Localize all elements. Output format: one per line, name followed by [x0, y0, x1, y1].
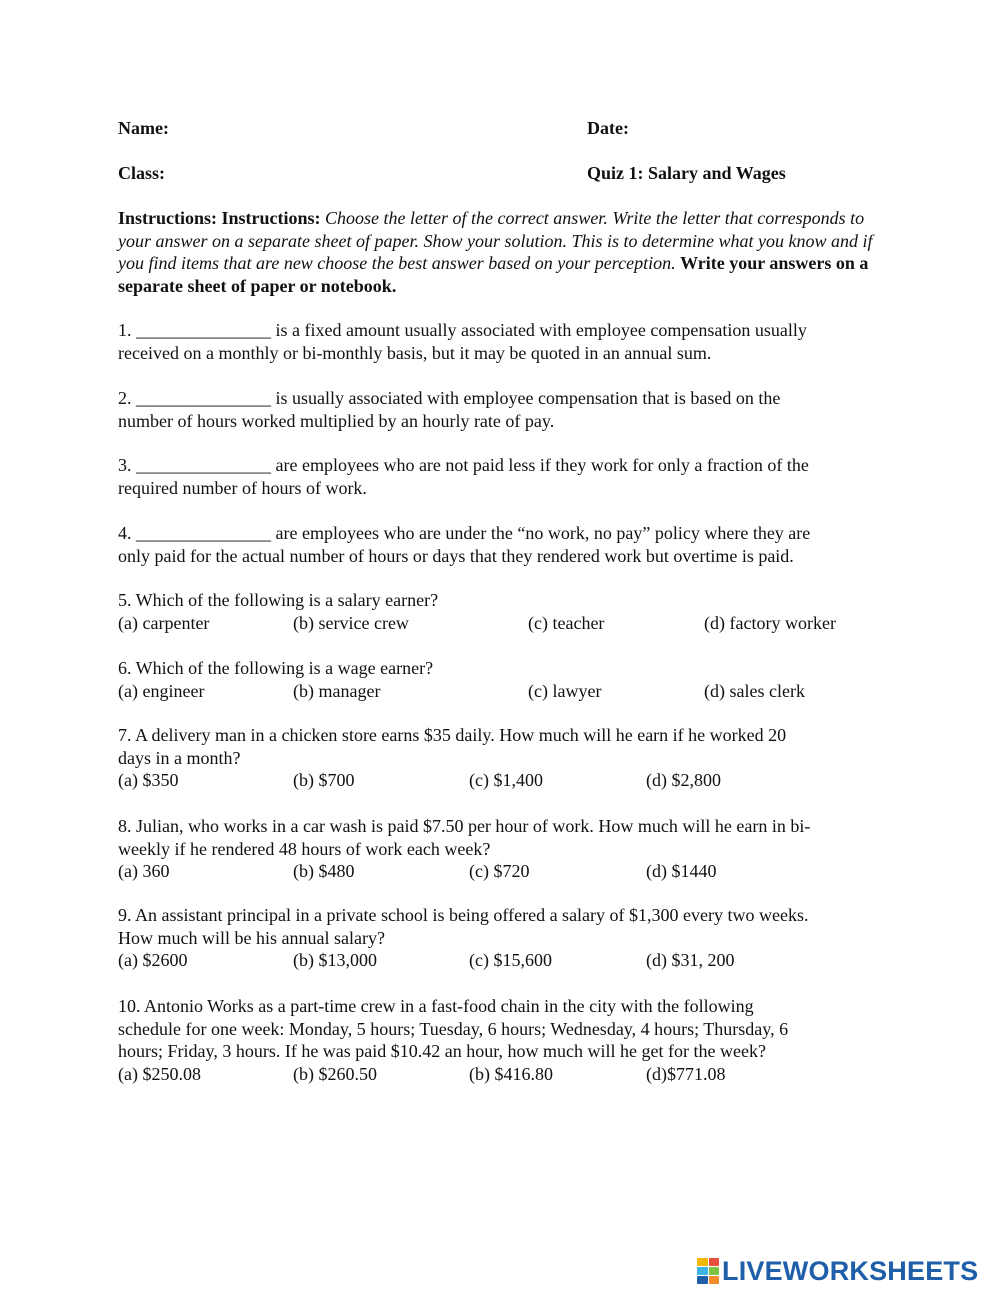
date-label: Date: [587, 118, 629, 138]
question-1 [118, 319, 878, 364]
logo-text: LIVEWORKSHEETS [722, 1255, 979, 1286]
question-line: 10. Antonio Works as a part-time crew in a fast-food chain in the city with the following [118, 996, 754, 1016]
option-c: (c) $15,600 [469, 950, 552, 971]
option-b: (b) service crew [293, 612, 409, 633]
option-d: (d) $31, 200 [646, 950, 735, 971]
question-line: 4. _______________ are employees who are under the “no work, no pay” policy where they are [118, 523, 811, 543]
option-d: (d) $2,800 [646, 770, 721, 791]
question-3 [118, 454, 878, 499]
option-b: (b) $13,000 [293, 950, 377, 971]
option-a: (a) $350 [118, 770, 179, 791]
class-quiz-row [118, 162, 878, 185]
question-7 [118, 724, 878, 792]
answer-options [118, 769, 878, 792]
answer-options [118, 1063, 878, 1086]
answer-options [118, 949, 878, 972]
question-line: How much will be his annual salary? [118, 927, 385, 948]
instructions-bold-note: Write your answers on a separate sheet of paper or notebook. [118, 253, 869, 296]
option-a: (a) carpenter [118, 612, 210, 633]
question-line: 7. A delivery man in a chicken store earns $35 daily. How much will he earn if he worked 20 [118, 725, 787, 745]
quiz-title: Quiz 1: Salary and Wages [587, 163, 786, 183]
name-label: Name: [118, 118, 169, 138]
name-date-row [118, 117, 878, 140]
option-c: (c) $720 [469, 861, 530, 882]
question-line: hours; Friday, 3 hours. If he was paid $10.42 an hour, how much will he get for the week? [118, 1041, 766, 1062]
option-b: (b) manager [293, 680, 381, 701]
option-c: (c) $1,400 [469, 770, 543, 791]
option-c: (c) teacher [528, 612, 605, 633]
option-a: (a) $250.08 [118, 1063, 201, 1084]
answer-options [118, 612, 878, 635]
question-line: 2. _______________ is usually associated with employee compensation that is based on the [118, 388, 781, 408]
question-line: 3. _______________ are employees who are not paid less if they work for only a fraction of the [118, 455, 809, 475]
question-line: schedule for one week: Monday, 5 hours; Tuesday, 6 hours; Wednesday, 4 hours; Thursday, 6 [118, 1018, 789, 1039]
option-d: (d) factory worker [704, 612, 836, 633]
class-label: Class: [118, 163, 166, 183]
logo-blocks-icon [697, 1258, 719, 1284]
question-line: 6. Which of the following is a wage earner? [118, 658, 434, 678]
instructions-block [118, 207, 878, 297]
answer-options [118, 860, 878, 883]
question-6 [118, 657, 878, 702]
option-c: (c) lawyer [528, 680, 602, 701]
question-10 [118, 995, 878, 1085]
question-5 [118, 589, 878, 634]
option-a: (a) 360 [118, 861, 170, 882]
question-line: weekly if he rendered 48 hours of work each week? [118, 838, 491, 859]
question-line: required number of hours of work. [118, 477, 367, 498]
question-2 [118, 387, 878, 432]
option-c: (b) $416.80 [469, 1063, 553, 1084]
instructions-text: Choose the letter of the correct answer. Write the letter that corresponds to your answer on a separate sheet of paper. Show your solution. This is to determine what you know and if you find items that are new choose the best answer based on your perception. [118, 208, 873, 274]
question-line: 9. An assistant principal in a private school is being offered a salary of $1,300 every two weeks. [118, 905, 809, 925]
question-line: only paid for the actual number of hours or days that they rendered work but overtime is paid. [118, 545, 794, 566]
question-line: days in a month? [118, 747, 241, 768]
option-b: (b) $700 [293, 770, 355, 791]
option-a: (a) engineer [118, 680, 205, 701]
question-line: 5. Which of the following is a salary earner? [118, 590, 439, 610]
question-line: 1. _______________ is a fixed amount usually associated with employee compensation usually [118, 320, 807, 340]
option-d: (d)$771.08 [646, 1063, 726, 1084]
instructions-label: Instructions: Instructions: [118, 208, 321, 228]
answer-options [118, 680, 878, 703]
option-d: (d) $1440 [646, 861, 717, 882]
question-9 [118, 904, 878, 972]
option-b: (b) $480 [293, 861, 355, 882]
question-line: number of hours worked multiplied by an hourly rate of pay. [118, 410, 555, 431]
option-b: (b) $260.50 [293, 1063, 377, 1084]
question-line: received on a monthly or bi-monthly basis, but it may be quoted in an annual sum. [118, 342, 712, 363]
option-d: (d) sales clerk [704, 680, 805, 701]
liveworksheets-logo [697, 1256, 993, 1286]
question-8 [118, 815, 878, 883]
option-a: (a) $2600 [118, 950, 188, 971]
question-line: 8. Julian, who works in a car wash is paid $7.50 per hour of work. How much will he earn in bi- [118, 816, 811, 836]
question-4 [118, 522, 878, 567]
